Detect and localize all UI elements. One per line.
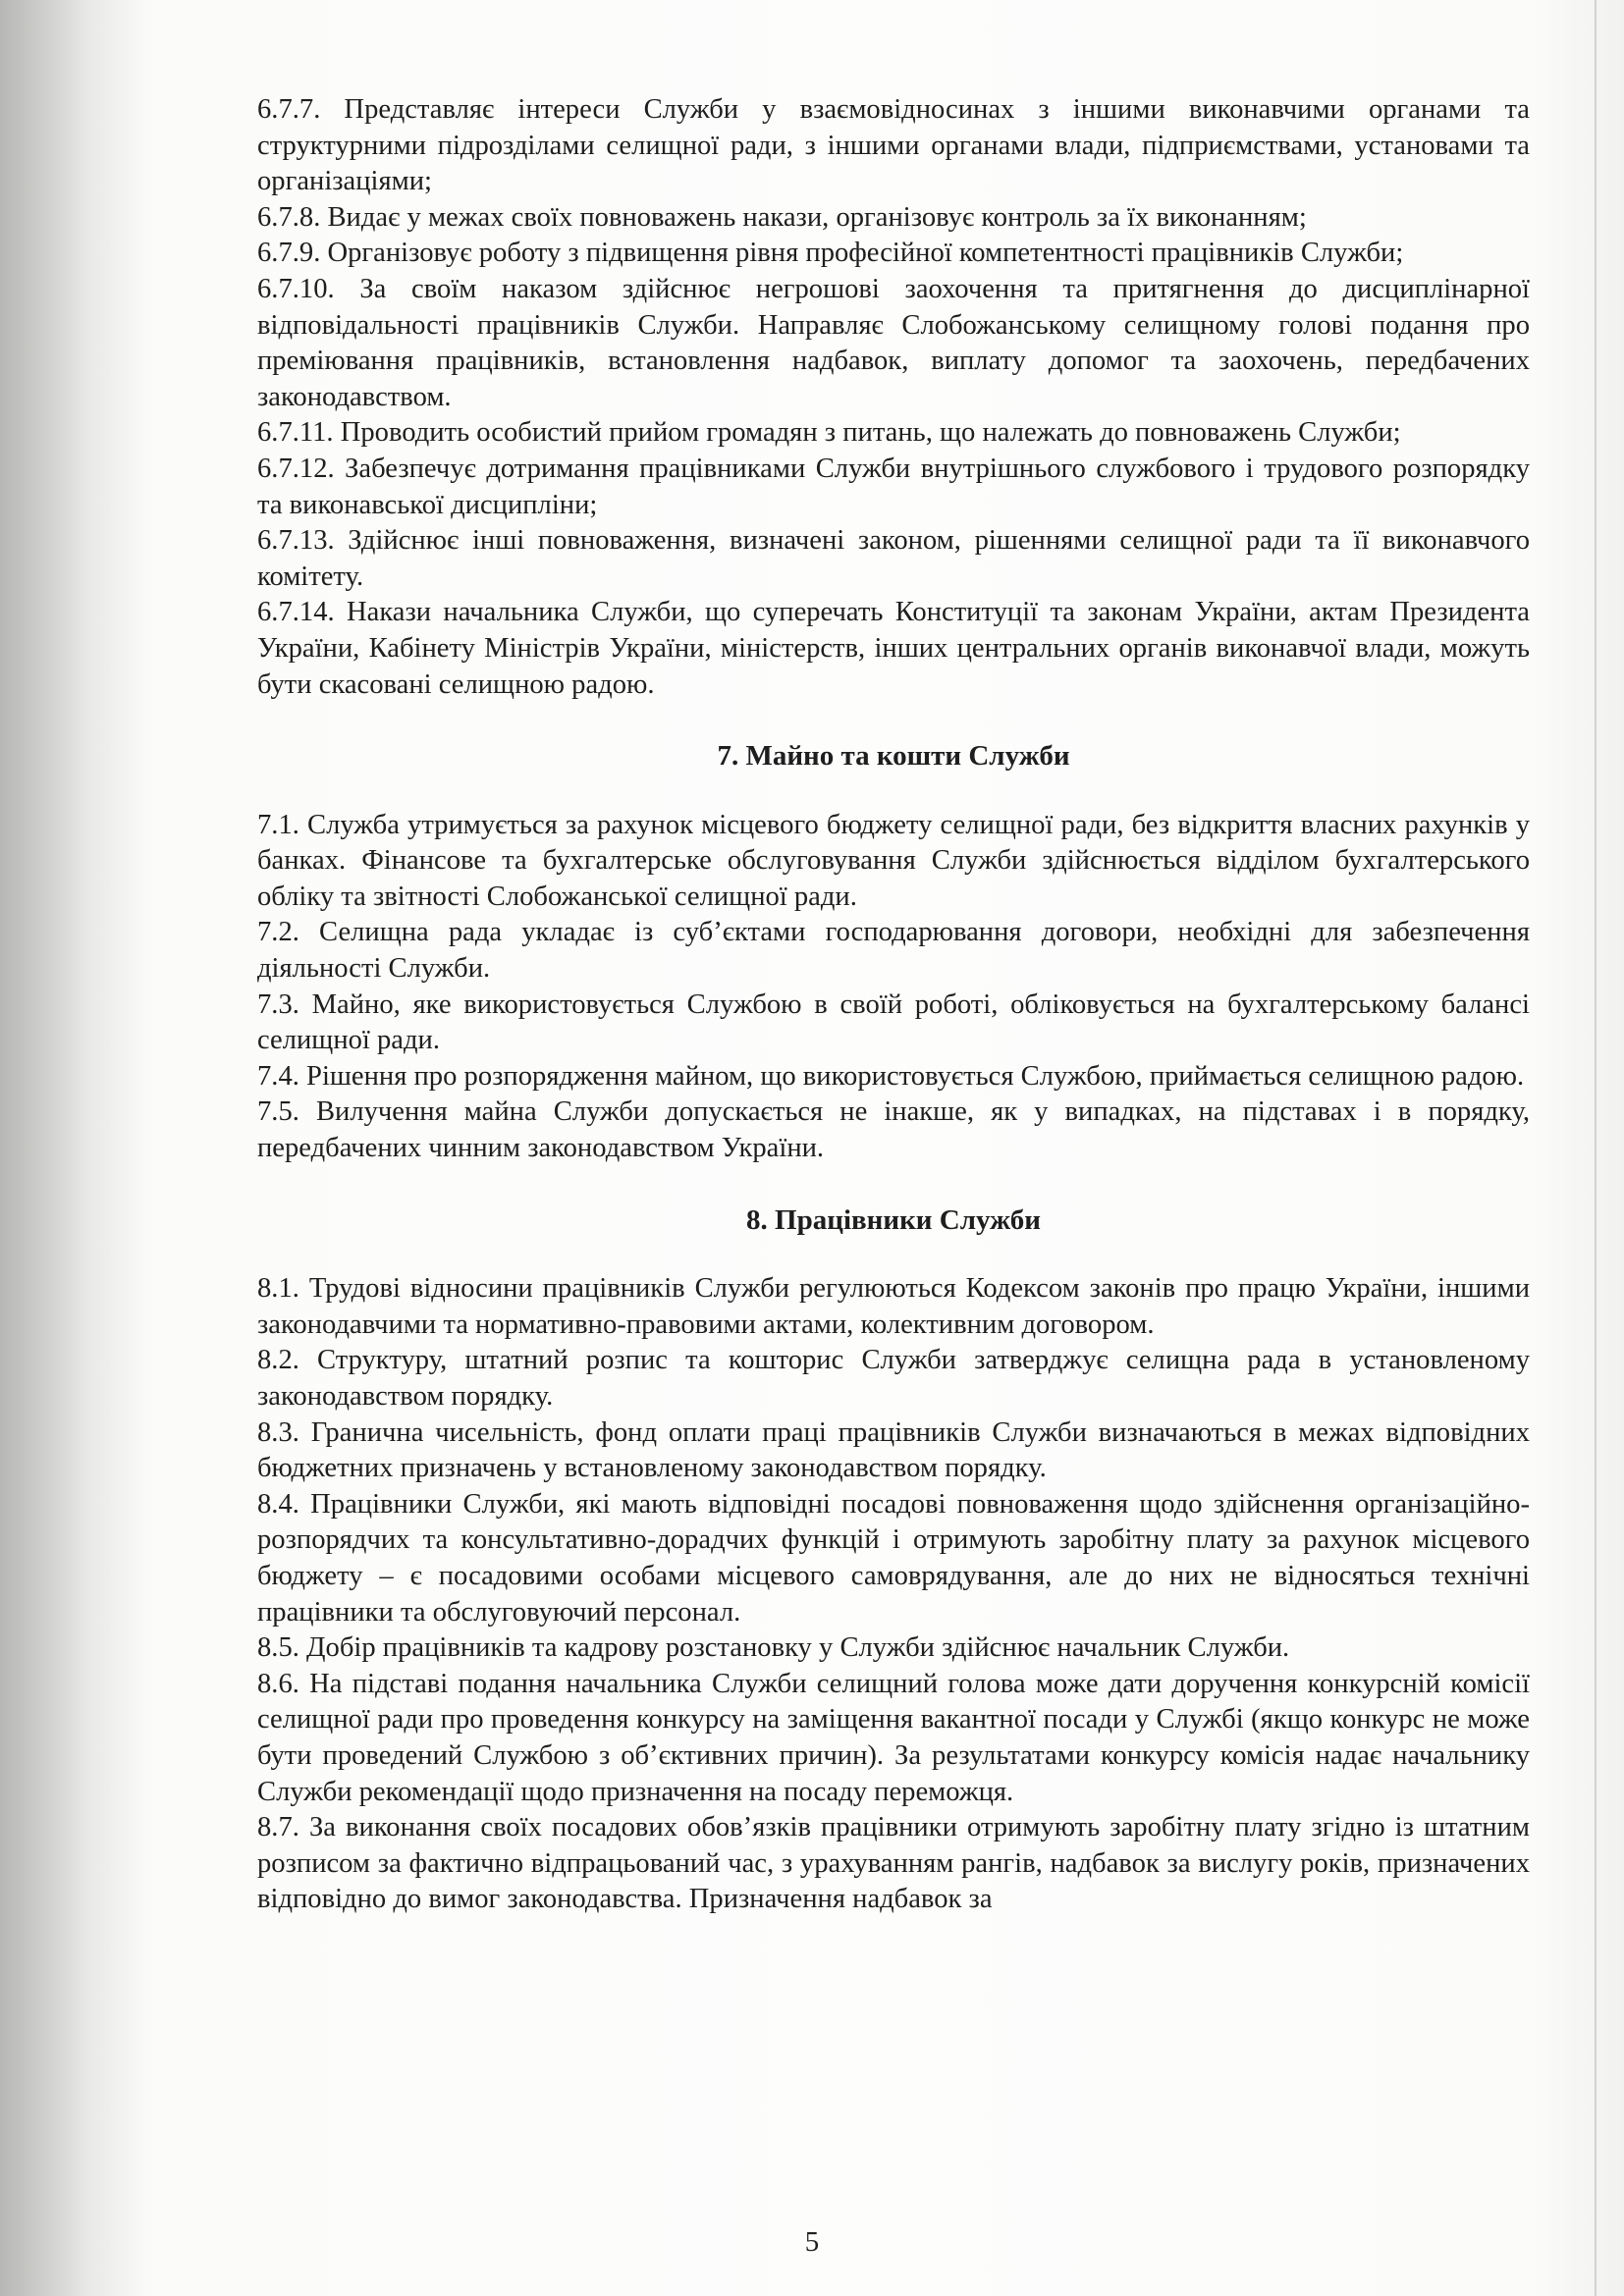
section-7-heading: 7. Майно та кошти Служби xyxy=(717,740,1070,773)
paragraph-6-7-13: 6.7.13. Здійснює інші повноваження, визначені законом, рішеннями селищної ради та її виконавчого комітету. xyxy=(257,525,1530,592)
section-8-heading: 8. Працівники Служби xyxy=(746,1203,1041,1236)
section-8-items xyxy=(257,1271,1530,1918)
section-7-items xyxy=(257,808,1530,1167)
paragraph-7-3: 7.3. Майно, яке використовується Службою в своїй роботі, обліковується на бухгалтерському балансі селищної ради. xyxy=(257,988,1530,1056)
paragraph-8-7: 8.7. За виконання своїх посадових обов’язків працівники отримують заробітну плату згідно із штатним розписом за фактично відпрацьований час, з урахуванням рангів, надбавок за вислугу років, призначених відповідно до вимог законодавства. Призначення надбавок за xyxy=(257,1812,1530,1915)
paragraph-6-7-8: 6.7.8. Видає у межах своїх повноважень накази, організовує контроль за їх виконанням; xyxy=(257,201,1307,233)
paragraph-6-7-11: 6.7.11. Проводить особистий прийом громадян з питань, що належать до повноважень Служби; xyxy=(257,417,1401,449)
paragraph-6-7-12: 6.7.12. Забезпечує дотримання працівниками Служби внутрішнього службового і трудового розпорядку та виконавської дисципліни; xyxy=(257,453,1530,520)
paragraph-7-5: 7.5. Вилучення майна Служби допускається не інакше, як у випадках, на підставах і в порядку, передбачених чинним законодавством України. xyxy=(257,1096,1530,1164)
paragraph-8-1: 8.1. Трудові відносини працівників Служби регулюються Кодексом законів про працю України, іншими законодавчими та нормативно-правовими актами, колективним договором. xyxy=(257,1273,1530,1340)
paragraph-8-3: 8.3. Гранична чисельність, фонд оплати праці працівників Служби визначаються в межах відповідних бюджетних призначень у встановленому законодавством порядку. xyxy=(257,1416,1530,1484)
section-6-items xyxy=(257,92,1530,703)
paragraph-8-4: 8.4. Працівники Служби, які мають відповідні посадові повноваження щодо здійснення організаційно-розпорядчих та консультативно-дорадчих функцій і отримують заробітну плату за рахунок місцевого бюджету – є посадовими особами місцевого самоврядування, але до них не відносяться технічні працівники та обслуговуючий персонал. xyxy=(257,1488,1530,1628)
paragraph-6-7-7: 6.7.7. Представляє інтереси Служби у взаємовідносинах з іншими виконавчими органами та структурними підрозділами селищної ради, з іншими органами влади, підприємствами, установами та організаціями; xyxy=(257,94,1530,197)
binding-shadow xyxy=(0,0,147,2296)
paragraph-6-7-14: 6.7.14. Накази начальника Служби, що суперечать Конституції та законам України, актам Президента України, Кабінету Міністрів України, міністерств, інших центральних органів виконавчої влади, можуть бути скасовані селищною радою. xyxy=(257,597,1530,700)
paragraph-7-4: 7.4. Рішення про розпорядження майном, що використовується Службою, приймається селищною радою. xyxy=(257,1060,1525,1092)
paragraph-7-2: 7.2. Селищна рада укладає із суб’єктами господарювання договори, необхідні для забезпечення діяльності Служби. xyxy=(257,917,1530,985)
paragraph-7-1: 7.1. Служба утримується за рахунок місцевого бюджету селищної ради, без відкриття власних рахунків у банках. Фінансове та бухгалтерське обслуговування Служби здійснюється відділом бухгалтерського обліку та звітності Слобожанської селищної ради. xyxy=(257,809,1530,912)
paragraph-8-6: 8.6. На підставі подання начальника Служби селищний голова може дати доручення конкурсній комісії селищної ради про проведення конкурсу на заміщення вакантної посади у Службі (якщо конкурс не може бути проведений Службою з об’єктивних причин). За результатами конкурсу комісія надає начальнику Служби рекомендації щодо призначення на посаду переможця. xyxy=(257,1668,1530,1807)
paragraph-6-7-10: 6.7.10. За своїм наказом здійснює негрошові заохочення та притягнення до дисциплінарної відповідальності працівників Служби. Направляє Слобожанському селищному голові подання про преміювання працівників, встановлення надбавок, виплату допомог та заохочень, передбачених законодавством. xyxy=(257,273,1530,412)
paragraph-6-7-9: 6.7.9. Організовує роботу з підвищення рівня професійної компетентності працівників Служби; xyxy=(257,238,1404,269)
paragraph-8-2: 8.2. Структуру, штатний розпис та кошторис Служби затверджує селищна рада в установленому законодавством порядку. xyxy=(257,1345,1530,1412)
page-number: 5 xyxy=(804,2226,820,2258)
page-edge xyxy=(1595,0,1597,2296)
document-body xyxy=(257,92,1530,1918)
paragraph-8-5: 8.5. Добір працівників та кадрову розстановку у Служби здійснює начальник Служби. xyxy=(257,1632,1290,1664)
